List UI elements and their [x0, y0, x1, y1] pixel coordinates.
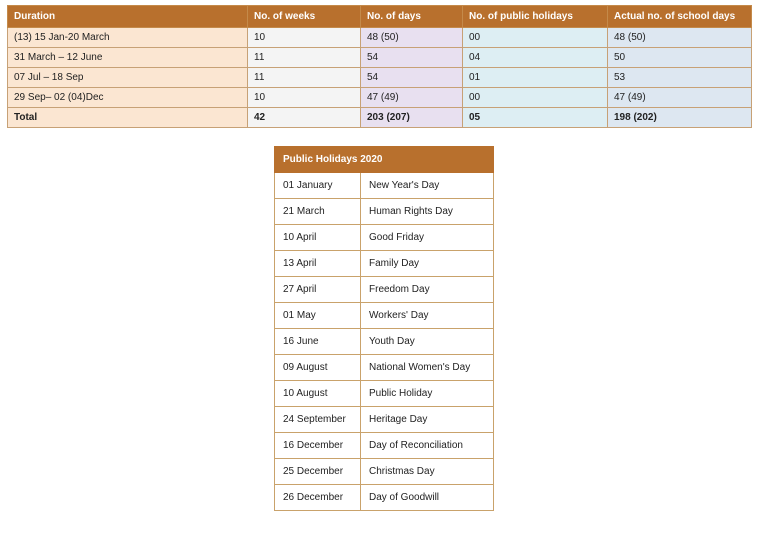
holiday-date: 16 June — [275, 329, 361, 355]
cell-school-days: 48 (50) — [608, 28, 752, 48]
list-item — [275, 251, 494, 277]
list-item — [275, 459, 494, 485]
holiday-name: Good Friday — [361, 225, 494, 251]
holiday-name: Youth Day — [361, 329, 494, 355]
total-label: Total — [8, 108, 248, 128]
cell-days: 48 (50) — [361, 28, 463, 48]
list-item — [275, 225, 494, 251]
holiday-date: 24 September — [275, 407, 361, 433]
cell-duration: (13) 15 Jan-20 March — [8, 28, 248, 48]
header-weeks: No. of weeks — [248, 6, 361, 28]
list-item — [275, 485, 494, 511]
holiday-name: Public Holiday — [361, 381, 494, 407]
holiday-date: 25 December — [275, 459, 361, 485]
list-item — [275, 407, 494, 433]
total-days: 203 (207) — [361, 108, 463, 128]
list-item — [275, 173, 494, 199]
list-item — [275, 303, 494, 329]
cell-days: 54 — [361, 48, 463, 68]
table-row — [8, 68, 752, 88]
cell-weeks: 10 — [248, 28, 361, 48]
holiday-date: 13 April — [275, 251, 361, 277]
holidays-title: Public Holidays 2020 — [275, 147, 494, 173]
list-item — [275, 277, 494, 303]
holiday-name: Day of Reconciliation — [361, 433, 494, 459]
header-school-days: Actual no. of school days — [608, 6, 752, 28]
holiday-date: 26 December — [275, 485, 361, 511]
holiday-date: 10 August — [275, 381, 361, 407]
total-row — [8, 108, 752, 128]
table-row — [8, 48, 752, 68]
cell-duration: 29 Sep– 02 (04)Dec — [8, 88, 248, 108]
cell-weeks: 10 — [248, 88, 361, 108]
holiday-name: Freedom Day — [361, 277, 494, 303]
cell-school-days: 47 (49) — [608, 88, 752, 108]
table-row — [8, 88, 752, 108]
list-item — [275, 381, 494, 407]
holiday-date: 10 April — [275, 225, 361, 251]
public-holidays-table — [274, 146, 494, 511]
holiday-name: Family Day — [361, 251, 494, 277]
total-public-holidays: 05 — [463, 108, 608, 128]
holiday-date: 21 March — [275, 199, 361, 225]
cell-duration: 07 Jul – 18 Sep — [8, 68, 248, 88]
list-item — [275, 433, 494, 459]
terms-header-row — [8, 6, 752, 28]
list-item — [275, 329, 494, 355]
school-terms-table — [7, 5, 752, 128]
cell-school-days: 53 — [608, 68, 752, 88]
holiday-name: Human Rights Day — [361, 199, 494, 225]
holiday-date: 09 August — [275, 355, 361, 381]
cell-days: 54 — [361, 68, 463, 88]
holiday-date: 16 December — [275, 433, 361, 459]
cell-public-holidays: 04 — [463, 48, 608, 68]
cell-public-holidays: 00 — [463, 28, 608, 48]
holidays-header-row — [275, 147, 494, 173]
holiday-name: New Year's Day — [361, 173, 494, 199]
cell-school-days: 50 — [608, 48, 752, 68]
header-days: No. of days — [361, 6, 463, 28]
header-duration: Duration — [8, 6, 248, 28]
header-public-holidays: No. of public holidays — [463, 6, 608, 28]
holiday-name: Heritage Day — [361, 407, 494, 433]
holiday-name: Christmas Day — [361, 459, 494, 485]
holiday-date: 01 May — [275, 303, 361, 329]
holiday-name: Day of Goodwill — [361, 485, 494, 511]
cell-weeks: 11 — [248, 48, 361, 68]
holiday-name: National Women's Day — [361, 355, 494, 381]
list-item — [275, 355, 494, 381]
holiday-date: 01 January — [275, 173, 361, 199]
cell-weeks: 11 — [248, 68, 361, 88]
cell-duration: 31 March – 12 June — [8, 48, 248, 68]
total-school-days: 198 (202) — [608, 108, 752, 128]
cell-days: 47 (49) — [361, 88, 463, 108]
total-weeks: 42 — [248, 108, 361, 128]
table-row — [8, 28, 752, 48]
list-item — [275, 199, 494, 225]
cell-public-holidays: 00 — [463, 88, 608, 108]
holiday-date: 27 April — [275, 277, 361, 303]
holiday-name: Workers' Day — [361, 303, 494, 329]
cell-public-holidays: 01 — [463, 68, 608, 88]
